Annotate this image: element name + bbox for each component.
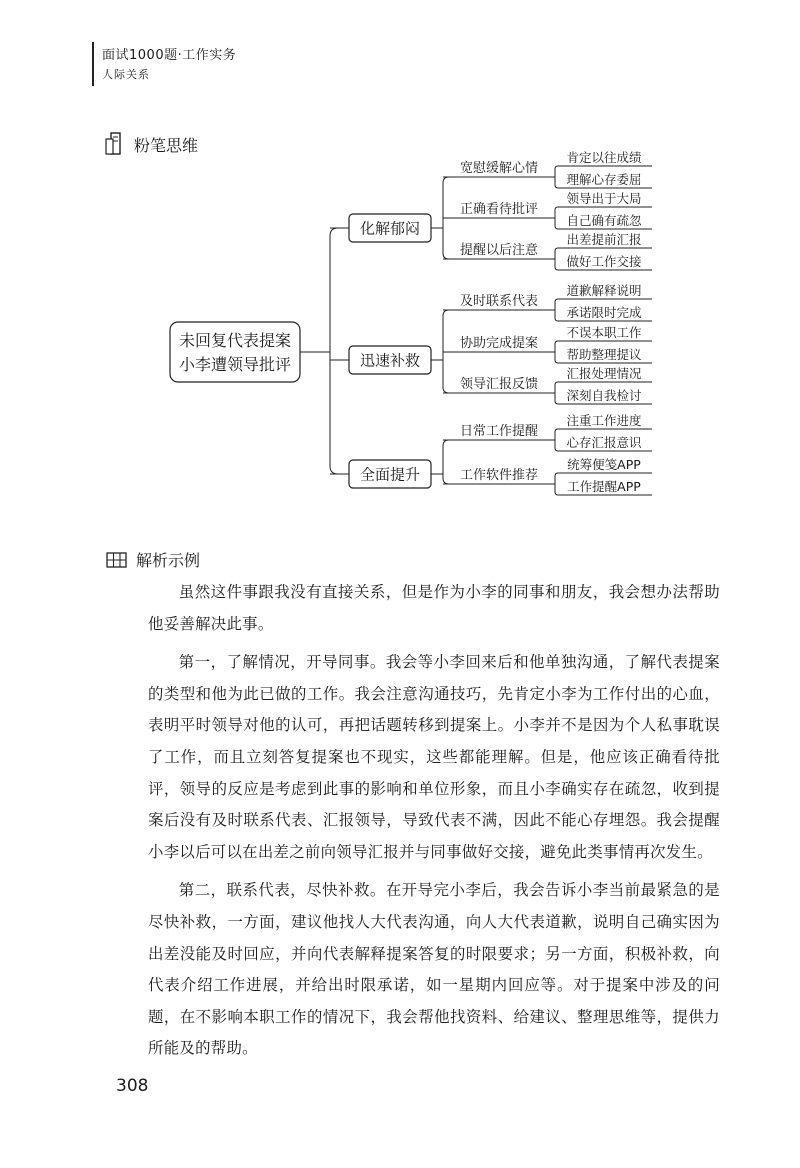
book-title: 面试1000题·工作实务 [102, 48, 237, 63]
bracket-line [555, 473, 558, 495]
leaf-node-label: 不误本职工作 [566, 325, 642, 340]
leaf-node-label: 帮助整理提议 [566, 347, 642, 362]
bracket-line [555, 207, 558, 229]
sub-node-label: 正确看待批评 [459, 202, 539, 217]
mind-map [0, 0, 800, 540]
analysis-heading-label: 解析示例 [136, 551, 201, 570]
branch-node-label: 化解郁闷 [359, 219, 421, 238]
bracket-line [555, 341, 558, 363]
bracket-line [555, 166, 558, 188]
sub-node-label: 领导汇报反馈 [459, 377, 539, 392]
leaf-node-label: 统筹便笺APP [567, 457, 641, 472]
analysis-heading [106, 548, 200, 571]
sub-node-label: 宽慰缓解心情 [459, 161, 539, 176]
leaf-node-label: 深刻自我检讨 [566, 388, 642, 403]
sub-node-label: 提醒以后注意 [459, 243, 539, 258]
leaf-node-label: 心存汇报意识 [566, 435, 642, 450]
chapter-title: 人际关系 [102, 68, 150, 81]
bracket-line [330, 228, 338, 474]
bracket-line [555, 382, 558, 404]
leaf-node-label: 注重工作进度 [566, 413, 642, 428]
page-number: 308 [116, 1076, 149, 1096]
leaf-node-label: 自己确有疏忽 [566, 213, 642, 228]
sub-node-label: 日常工作提醒 [459, 424, 539, 439]
leaf-node-label: 道歉解释说明 [566, 283, 642, 298]
leaf-node-label: 领导出于大局 [566, 191, 642, 206]
bracket-line [443, 440, 449, 484]
paragraph: 虽然这件事跟我没有直接关系，但是作为小李的同事和朋友，我会想办法帮助他妥善解决此事。 [148, 583, 720, 633]
bracket-line [555, 299, 558, 321]
sub-node-label: 及时联系代表 [459, 294, 539, 309]
sub-node-label: 工作软件推荐 [459, 468, 539, 483]
mindmap-heading-label: 粉笔思维 [134, 135, 199, 155]
leaf-node-label: 汇报处理情况 [566, 366, 642, 381]
leaf-node-label: 工作提醒APP [567, 479, 641, 494]
sub-node-label: 协助完成提案 [459, 336, 539, 351]
branch-node-label: 全面提升 [359, 465, 421, 484]
bracket-line [555, 429, 558, 451]
bracket-line [555, 248, 558, 270]
leaf-node-label: 肯定以往成绩 [566, 150, 642, 165]
leaf-node-label: 做好工作交接 [566, 254, 642, 269]
paragraph: 第一，了解情况，开导同事。我会等小李回来后和他单独沟通，了解代表提案的类型和他为此已做的工作。我会注意沟通技巧，先肯定小李为工作付出的心血，表明平时领导对他的认可，再把话题转移到提案上。小李并不是因为个人私事耽误了工作，而且立刻答复提案也不现实，这些都能理解。但是，他应该正确看待批评，领导的反应是考虑到此事的影响和单位形象，而且小李确实存在疏忽，收到提案后没有及时联系代表、汇报领导，导致代表不满，因此不能心存埋怨。我会提醒小李以后可以在出差之前向领导汇报并与同事做好交接，避免此类事情再次发生。 [148, 653, 720, 861]
leaf-node-label: 承诺限时完成 [566, 305, 642, 320]
analysis-body [148, 577, 720, 1072]
grid-icon [106, 551, 128, 569]
leaf-node-label: 出差提前汇报 [566, 232, 642, 247]
paragraph: 第二，联系代表，尽快补救。在开导完小李后，我会告诉小李当前最紧急的是尽快补救，一方面，建议他找人大代表沟通，向人大代表道歉，说明自己确实因为出差没能及时回应，并向代表解释提案答复的时限要求；另一方面，积极补救，向代表介绍工作进展，并给出时限承诺，如一星期内回应等。对于提案中涉及的问题，在不影响本职工作的情况下，我会帮他找资料、给建议、整理思维等，提供力所能及的帮助。 [148, 881, 720, 1058]
root-node-line-2: 小李遭领导批评 [178, 355, 292, 374]
leaf-node-label: 理解心存委屈 [566, 172, 642, 187]
branch-node-label: 迅速补救 [359, 351, 421, 370]
root-node-line-1: 未回复代表提案 [178, 331, 292, 350]
